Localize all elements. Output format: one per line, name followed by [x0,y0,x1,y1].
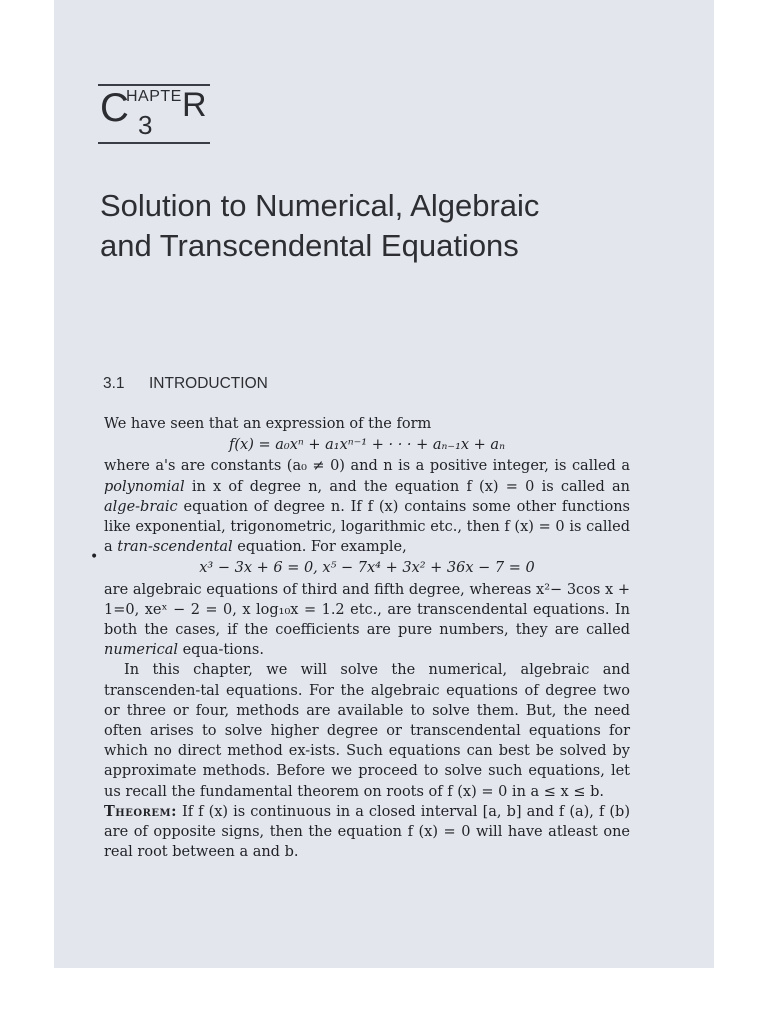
paragraph-definitions: where a's are constants (a₀ ≠ 0) and n is a positive integer, is called a polynomial in x of degree n, and the equation f (x) = 0 is called an alge-braic equation of degree n. If f (x) contains some other functions like exponential, trigonometric, logarithmic etc., then f (x) = 0 is called a tran-scendental equation. For example, [104,458,630,556]
chapter-last-letter: R [182,86,207,124]
chapter-first-letter: C [100,86,129,130]
theorem-text: If f (x) is continuous in a closed interval [a, b] and f (a), f (b) are of opposite signs, then the equation f (x) = 0 will have atleast one real root between a and b. [104,803,630,861]
chapter-title [100,186,660,266]
paragraph-chapter-scope: In this chapter, we will solve the numerical, algebraic and transcenden-tal equations. For the algebraic equations of degree two or three or four, methods are available to solve them. But, the need often arises to solve higher degree or transcendental equations for which no direct method ex-ists. Such equations can best be solved by approximate methods. Before we proceed to solve such equations, let us recall the fundamental theorem on roots of f (x) = 0 in a ≤ x ≤ b. [104,662,630,800]
chapter-word: HAPTE [126,88,182,105]
chapter-badge [98,84,210,146]
chapter-title-line-2: and Transcendental Equations [100,228,519,263]
body-text [104,414,630,862]
paragraph-intro: We have seen that an expression of the form [104,416,432,432]
chapter-rule-bottom [98,142,210,144]
chapter-number: 3 [138,110,153,140]
paragraph-examples: are algebraic equations of third and fifth degree, whereas x²− 3cos x + 1=0, xeˣ − 2 = 0, x log₁₀x = 1.2 etc., are transcendental equations. In both the cases, if the coefficients are pure numbers, they are called numerical equa-tions. [104,581,630,659]
theorem-label: Theorem: [104,802,177,820]
theorem [104,802,630,863]
book-page [54,0,714,968]
section-title: INTRODUCTION [149,375,268,392]
section-heading [103,375,268,393]
equation-examples: x³ − 3x + 6 = 0, x⁵ − 7x⁴ + 3x² + 36x − 7 = 0 [199,560,535,577]
margin-bullet: • [90,549,99,565]
chapter-title-line-1: Solution to Numerical, Algebraic [100,188,540,223]
equation-polynomial: f(x) = a₀xⁿ + a₁xⁿ⁻¹ + · · · + aₙ₋₁x + aₙ [229,437,505,454]
section-number: 3.1 [103,375,125,392]
